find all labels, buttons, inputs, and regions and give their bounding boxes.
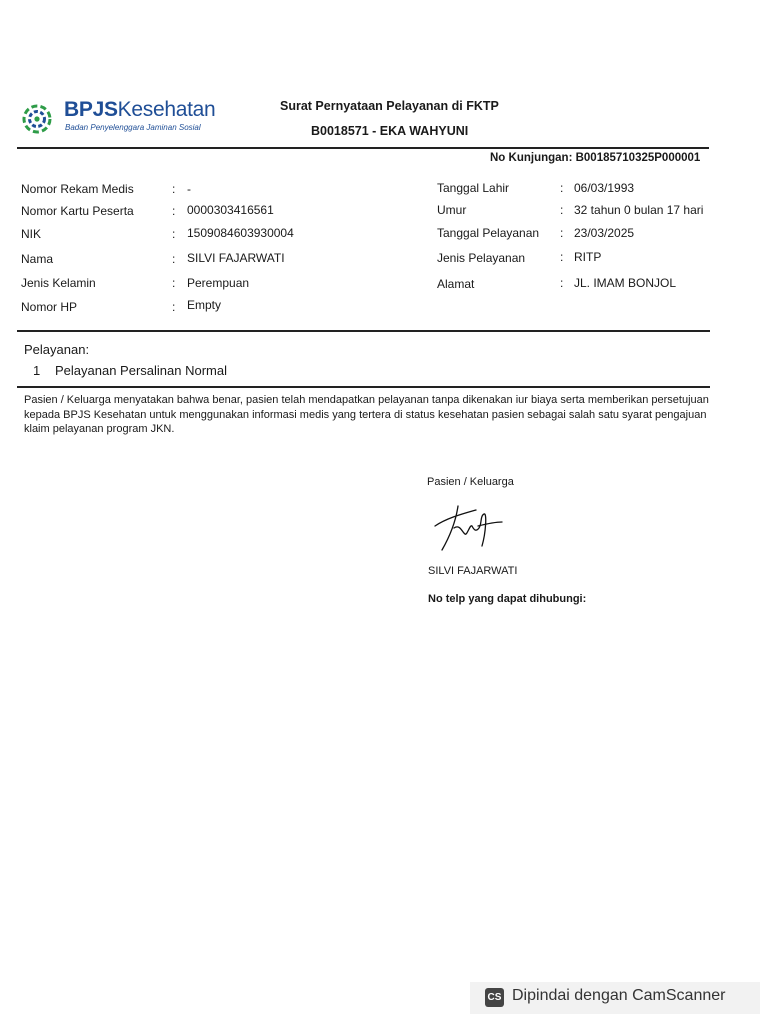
consent-statement: Pasien / Keluarga menyatakan bahwa benar, pasien telah mendapatkan pelayanan tanpa dikenakan iur biaya serta memberikan persetujuan kepada BPJS Kesehatan untuk menggunakan informasi medis yang tertera di status kesehatan pasien sebagai salah satu syarat pengajuan klaim pelayanan program JKN. [24, 394, 709, 435]
field-value-phone: Empty [187, 298, 222, 312]
document-title: Surat Pernyataan Pelayanan di FKTP [280, 99, 499, 113]
signatory-phone-label: No telp yang dapat dihubungi: [428, 593, 587, 605]
field-value-medical-record: - [187, 182, 191, 196]
field-value-card-number: 0000303416561 [187, 203, 274, 217]
field-label: Nomor Rekam Medis [21, 182, 134, 196]
field-separator: : [560, 181, 564, 195]
logo-brand [64, 98, 215, 122]
field-label: Jenis Kelamin [21, 276, 96, 290]
field-separator: : [560, 203, 564, 217]
services-divider [17, 386, 710, 388]
field-label: Tanggal Lahir [437, 181, 510, 195]
field-value-service-date: 23/03/2025 [574, 226, 635, 240]
field-label: Nomor Kartu Peserta [21, 204, 134, 218]
field-separator: : [172, 204, 176, 218]
field-label: Nomor HP [21, 300, 78, 314]
field-value-gender: Perempuan [187, 276, 250, 290]
service-item-name: Pelayanan Persalinan Normal [55, 363, 227, 378]
field-separator: : [560, 226, 564, 240]
field-separator: : [172, 252, 176, 266]
field-separator: : [172, 227, 176, 241]
field-label: Alamat [437, 277, 475, 291]
field-label: NIK [21, 227, 42, 241]
field-label: Umur [437, 203, 467, 217]
logo-brand-bold: BPJS [64, 98, 118, 121]
logo-subtitle: Badan Penyelenggara Jaminan Sosial [65, 123, 201, 132]
field-separator: : [172, 276, 176, 290]
field-separator: : [560, 250, 564, 264]
field-label: Nama [21, 252, 54, 266]
field-value-service-type: RITP [574, 250, 602, 264]
header-divider [17, 147, 709, 149]
info-divider [17, 330, 710, 332]
field-separator: : [560, 276, 564, 290]
logo-brand-regular: Kesehatan [117, 98, 216, 121]
field-value-nik: 1509084603930004 [187, 226, 294, 240]
camscanner-icon: CS [485, 988, 504, 1007]
field-value-name: SILVI FAJARWATI [187, 251, 285, 265]
field-separator: : [172, 300, 176, 314]
services-heading: Pelayanan: [24, 342, 90, 357]
bpjs-logo-icon [21, 103, 53, 135]
field-label: Tanggal Pelayanan [437, 226, 540, 240]
field-label: Jenis Pelayanan [437, 251, 526, 265]
signatory-name: SILVI FAJARWATI [428, 565, 518, 577]
scanner-watermark-text: Dipindai dengan CamScanner [512, 987, 726, 1004]
field-value-age: 32 tahun 0 bulan 17 hari [574, 203, 704, 217]
field-value-address: JL. IMAM BONJOL [574, 276, 677, 290]
handwritten-signature [432, 502, 512, 557]
field-value-birth-date: 06/03/1993 [574, 181, 635, 195]
signature-role: Pasien / Keluarga [427, 476, 514, 488]
field-separator: : [172, 182, 176, 196]
visit-number: No Kunjungan: B00185710325P000001 [490, 152, 701, 164]
service-item-number: 1 [33, 363, 41, 378]
document-subtitle: B0018571 - EKA WAHYUNI [311, 124, 469, 138]
